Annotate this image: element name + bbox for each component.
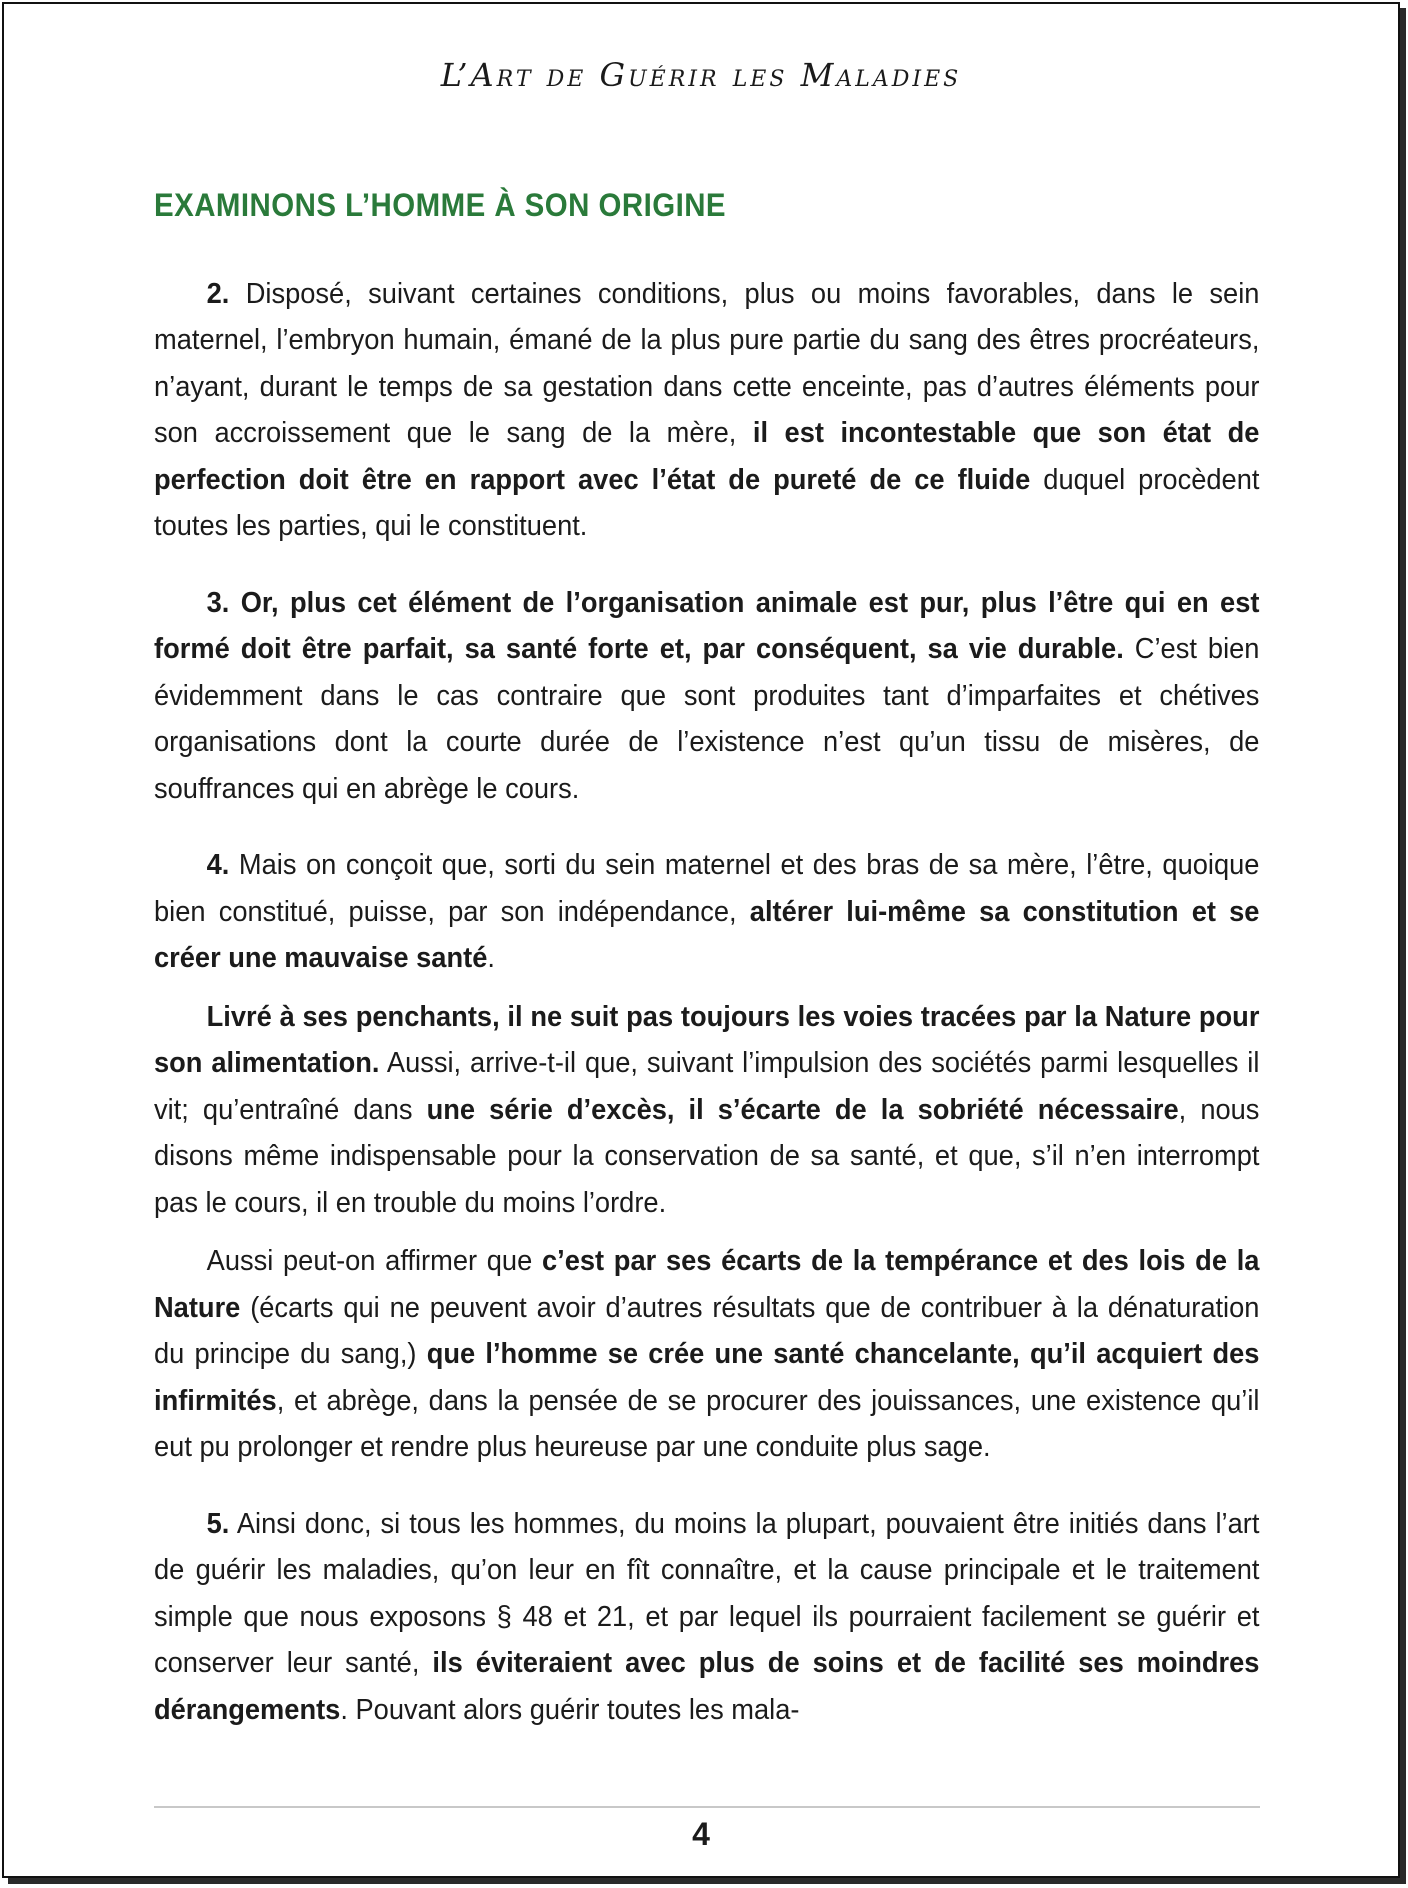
emphasis-text: il est incontestable que son état de perfection doit être en rapport avec l’état de pureté de ce fluide [154, 417, 1260, 496]
paragraph-5 [154, 1501, 1259, 1734]
paragraph-text: (écarts qui ne peuvent avoir d’autres résultats que de contribuer à la dénaturation du principe du sang,) [154, 1291, 1260, 1370]
section-heading: EXAMINONS L’HOMME À SON ORIGINE [154, 187, 727, 223]
emphasis-text: c’est par ses écarts de la tempérance et des lois de la Nature [154, 1245, 1260, 1324]
paragraph-number: 5. [206, 1507, 230, 1540]
paragraph-text: Ainsi donc, si tous les hommes, du moins la plupart, pouvaient être initiés dans l’art de guérir les maladies, qu’on leur en fît connaître, et la cause principale et le traitement simple que nous exposons § 48 et 21, et par lequel ils pourraient facilement se guérir et conserver leur santé, [154, 1507, 1260, 1679]
emphasis-text: une série d’excès, il s’écarte de la sobriété nécessaire [426, 1093, 1179, 1126]
paragraph-text: Aussi peut-on affirmer que [206, 1245, 542, 1277]
paragraph-text: Disposé, suivant certaines conditions, plus ou moins favorables, dans le sein maternel, l’embryon humain, émané de la plus pure partie du sang des êtres procréateurs, n’ayant, durant le temps de sa gestation dans cette enceinte, pas d’autres éléments pour son accroissement que le sang de la mère, [154, 277, 1260, 449]
emphasis-text: que l’homme se crée une santé chancelante, qu’il acquiert des infirmités [154, 1338, 1260, 1417]
paragraph-2 [154, 271, 1259, 550]
paragraph-text: C’est bien évidemment dans le cas contraire que sont produites tant d’imparfaites et chétives organisations dont la courte durée de l’existence n’est qu’un tissu de misères, de souffrances qui en abrège le cours. [154, 633, 1260, 805]
paragraph-text: , et abrège, dans la pensée de se procurer des jouissances, une existence qu’il eut pu prolonger et rendre plus heureuse par une conduite plus sage. [154, 1384, 1260, 1463]
page-number: 4 [692, 1816, 710, 1852]
emphasis-text: altérer lui-même sa constitution et se créer une mauvaise santé [154, 895, 1260, 974]
paragraph-text: , nous disons même indispensable pour la conservation de sa santé, et que, s’il n’en interrompt pas le cours, il en trouble du moins l’ordre. [154, 1093, 1260, 1219]
paragraph-text: Aussi, arrive-t-il que, suivant l’impulsion des sociétés parmi lesquelles il vit; qu’entraîné dans [154, 1047, 1260, 1126]
paragraph-text: duquel procèdent toutes les parties, qui le constituent. [154, 463, 1260, 542]
paragraph-4c [154, 1238, 1259, 1471]
paragraph-text: Mais on conçoit que, sorti du sein maternel et des bras de sa mère, l’être, quoique bien constitué, puisse, par son indépendance, [154, 849, 1260, 928]
emphasis-text: Livré à ses penchants, il ne suit pas toujours les voies tracées par la Nature pour son alimentation. [154, 1000, 1260, 1079]
book-page [2, 2, 1400, 1878]
paragraph-number: 2. [206, 277, 230, 310]
paragraph-number: 3. [206, 586, 230, 619]
paragraph-3 [154, 580, 1259, 813]
page-body [154, 182, 1260, 1733]
paragraph-4 [154, 842, 1259, 982]
running-head: L’Art de Guérir les Maladies [440, 56, 962, 94]
paragraph-text: . Pouvant alors guérir toutes les mala- [340, 1693, 800, 1726]
footer-rule [154, 1806, 1260, 1808]
paragraph-4b [154, 994, 1259, 1227]
emphasis-text: ils éviteraient avec plus de soins et de facilité ses moindres dérangements [154, 1647, 1260, 1726]
paragraph-text: . [487, 942, 495, 974]
emphasis-text: Or, plus cet élément de l’organisation animale est pur, plus l’être qui en est formé doit être parfait, sa santé forte et, par conséquent, sa vie durable. [154, 586, 1260, 665]
paragraph-number: 4. [206, 849, 230, 881]
